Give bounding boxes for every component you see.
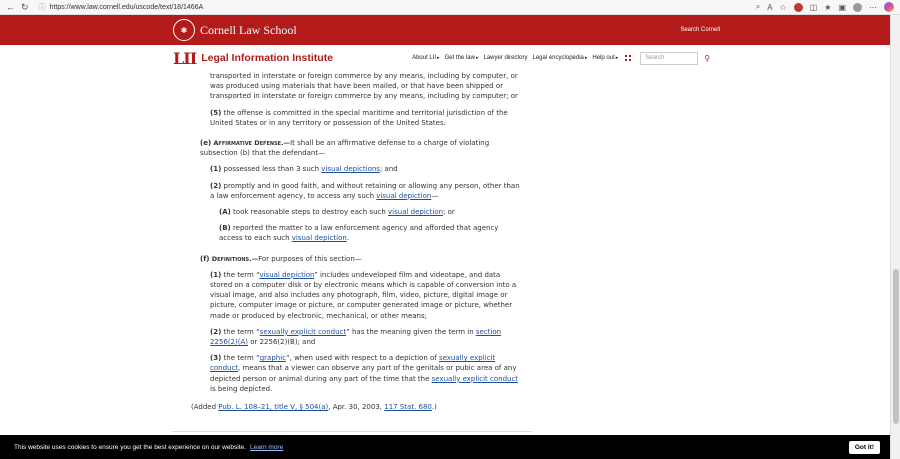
link-visual-depiction[interactable]: visual depiction [291, 234, 347, 243]
subparagraph-e2B: (B) reported the matter to a law enforcement agency and afforded that agency access to each such visual depiction. [219, 224, 499, 243]
browser-toolbar [0, 0, 900, 15]
apps-grid-icon[interactable] [625, 55, 631, 61]
lii-search-input[interactable]: Search [640, 52, 698, 65]
menu-item-about-lii[interactable]: About LII▸ [412, 55, 440, 61]
link-sexually-explicit-conduct[interactable]: sexually explicit conduct [431, 374, 519, 383]
extension-badge-icon[interactable] [794, 3, 803, 12]
profile-avatar[interactable] [853, 3, 862, 12]
link-visual-depiction[interactable]: visual depiction [259, 270, 315, 279]
lii-navbar [0, 45, 890, 71]
menu-item-help-out[interactable]: Help out▸ [592, 55, 619, 61]
paragraph-e1: (1) possessed less than 3 such visual depictions; and [210, 165, 398, 174]
source-credit: (Added Pub. L. 108–21, title V, § 504(a), Apr. 30, 2003, 117 Stat. 680.) [191, 403, 437, 412]
caret-right-icon: ▸ [437, 55, 440, 61]
caret-right-icon: ▸ [615, 55, 619, 61]
collections-icon[interactable]: ▣ [838, 2, 846, 12]
lii-logo[interactable]: LII [173, 48, 197, 68]
more-menu-icon[interactable]: ⋯ [869, 2, 877, 12]
link-sexually-explicit-conduct[interactable]: sexually explicit conduct [210, 354, 496, 373]
url-text: https://www.law.cornell.edu/uscode/text/18/1466A [49, 3, 204, 11]
extensions-icon[interactable]: ◫ [809, 2, 818, 12]
site-info-icon[interactable]: ⓘ [38, 4, 46, 11]
page-scrollbar[interactable] [890, 15, 900, 459]
link-statutes-at-large[interactable]: 117 Stat. 680 [384, 403, 432, 412]
link-visual-depiction[interactable]: visual depiction [388, 208, 444, 217]
favorite-star-icon[interactable]: ☆ [779, 2, 787, 12]
menu-item-lawyer-directory[interactable]: Lawyer directory [483, 55, 528, 61]
caret-right-icon: ▸ [584, 55, 588, 61]
caret-right-icon: ▸ [475, 55, 479, 61]
cornell-seal-icon[interactable]: ✱ [173, 19, 195, 41]
copilot-icon[interactable] [884, 2, 894, 12]
favorites-icon[interactable]: ★ [824, 2, 832, 12]
link-public-law[interactable]: Pub. L. 108–21, title V, § 504(a) [218, 403, 329, 412]
paragraph-e2: (2) promptly and in good faith, and without retaining or allowing any person, other than a law enforcement agency, to access any such visual depiction— [210, 181, 520, 200]
paragraph-f3: (3) the term “graphic”, when used with respect to a depiction of sexually explicit conduct, means that a viewer can observe any part of the genitals or pubic area of any depicted person or animal during any part of the time that the sexually explicit conduct is being depicted. [210, 354, 519, 393]
link-sexually-explicit-conduct[interactable]: sexually explicit conduct [259, 327, 347, 336]
menu-item-legal-encyclopedia[interactable]: Legal encyclopedia▸ [532, 55, 588, 61]
search-cornell-link[interactable]: Search Cornell [680, 27, 720, 33]
zoom-icon[interactable]: ⌕ [755, 2, 761, 11]
scrollbar-thumb[interactable] [893, 269, 899, 424]
cookie-accept-button[interactable]: Got it! [849, 441, 880, 454]
statute-text [191, 71, 520, 418]
subparagraph-e2A: (A) took reasonable steps to destroy each such visual depiction; or [219, 208, 455, 217]
paragraph-4-continued: transported in interstate or foreign commerce by any means, including by computer, or was produced using materials that have been mailed, or that have been shipped or transported in interstate or foreign commerce by any means, including by computer; or [210, 72, 518, 101]
cookie-message: This website uses cookies to ensure you get the best experience on our website. [14, 443, 246, 451]
cookie-banner [0, 435, 890, 459]
subsection-e: (e) Affirmative Defense.—It shall be an affirmative defense to a charge of violating subsection (b) that the defendant— [200, 139, 490, 158]
paragraph-f1: (1) the term “visual depiction” includes undeveloped film and videotape, and data stored on a computer disk or by electronic means which is capable of conversion into a visual image, and also includes any photograph, film, video, picture, digital image or picture, computer image or picture, or computer generated image or picture, whether made or produced by electronic, mechanical, or other means; [210, 270, 517, 320]
link-visual-depiction[interactable]: visual depiction [376, 191, 432, 200]
search-icon[interactable]: ⚲ [704, 53, 711, 63]
menu-item-get-the-law[interactable]: Get the law▸ [444, 55, 479, 61]
link-graphic[interactable]: graphic [259, 354, 286, 363]
back-icon[interactable]: ← [6, 1, 15, 12]
cookie-learn-more-link[interactable]: Learn more [249, 443, 284, 451]
paragraph-5: (5) the offense is committed in the special maritime and territorial jurisdiction of the United States or in any territory or possession of the United States. [210, 108, 508, 127]
lii-site-name[interactable]: Legal Information Institute [201, 52, 334, 64]
reload-icon[interactable]: ↻ [21, 1, 29, 12]
link-section-2256[interactable]: section 2256(2)(A) [210, 327, 502, 347]
cornell-header [0, 15, 890, 45]
paragraph-f2: (2) the term “sexually explicit conduct” has the meaning given the term in section 2256(2)(A) or 2256(2)(B); and [210, 327, 502, 347]
subsection-f: (f) Definitions.—For purposes of this section— [200, 254, 362, 263]
link-visual-depictions[interactable]: visual depictions [321, 165, 380, 174]
address-bar[interactable] [39, 2, 739, 12]
cornell-school-link[interactable]: Cornell Law School [200, 22, 297, 37]
content-divider [172, 431, 532, 432]
lii-menu [412, 55, 618, 61]
read-aloud-icon[interactable]: A [767, 2, 773, 12]
